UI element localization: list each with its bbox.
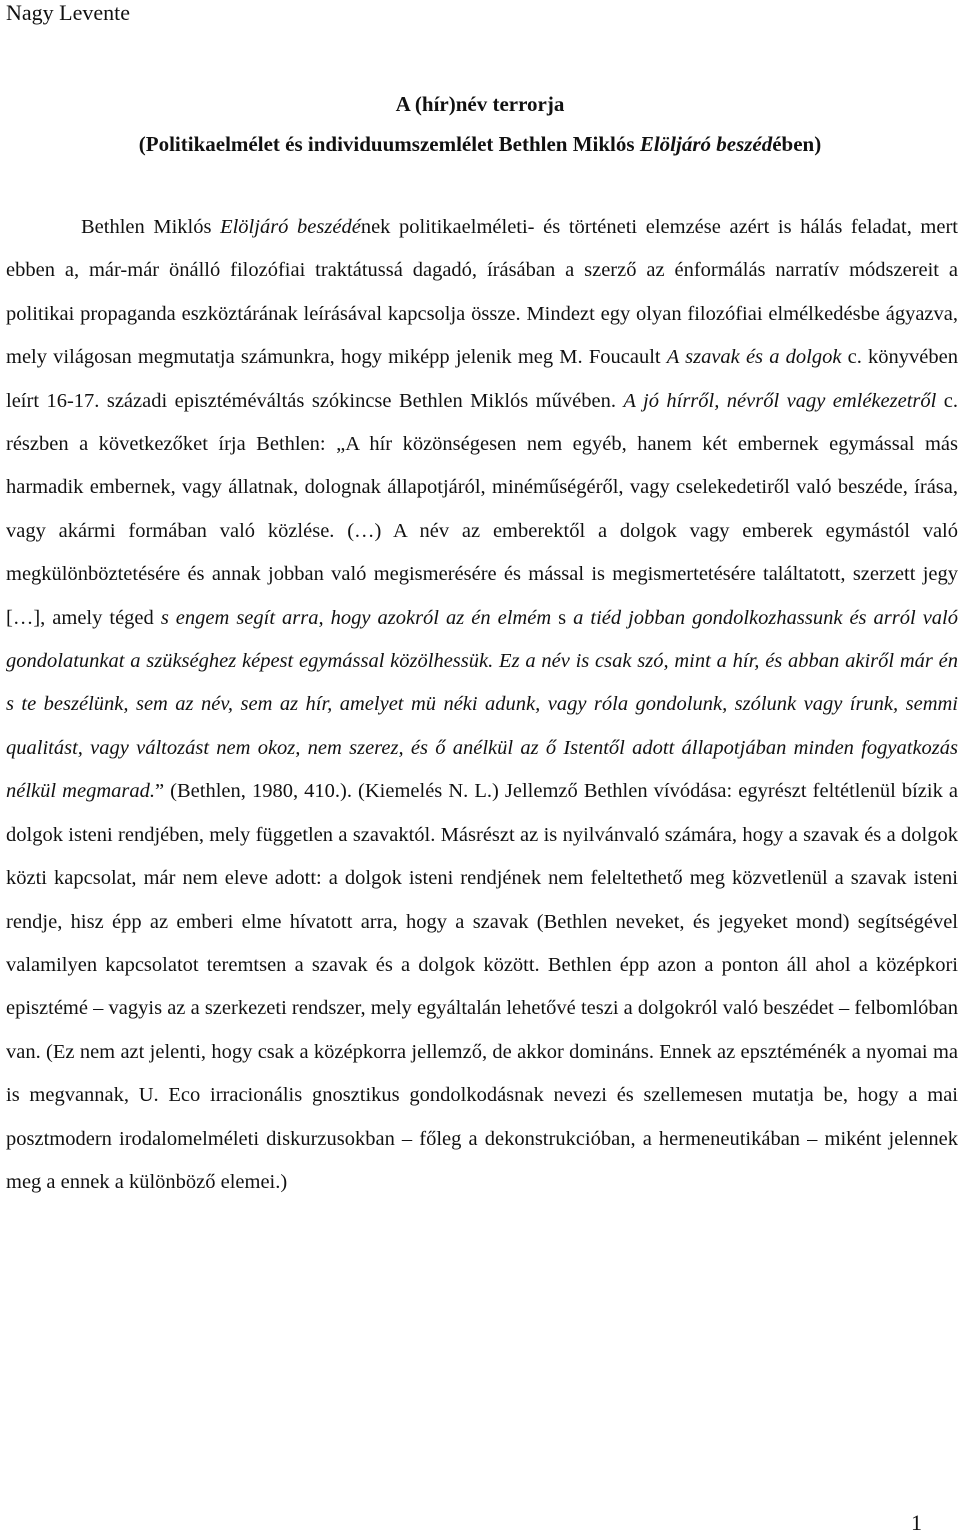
- italic-run: s engem segít arra, hogy azokról az én elmém: [160, 606, 552, 629]
- italic-run: A jó hírről, névről vagy emlékezetről: [623, 389, 937, 412]
- text-run: ” (Bethlen, 1980, 410.). (Kiemelés N. L.) Jellemző Bethlen vívódása: egyrészt feltétlenül bízik a dolgok isteni rendjében, mely független a szavaktól. Másrészt az is nyilvánvaló számára, hogy a szavak és a dolgok közti kapcsolat, már nem eleve adott: a dolgok isteni rendjének nem feleltethető meg közvetlenül a szavak isteni rendje, hisz épp az emberi elme hívatott arra, hogy a szavak (Bethlen neveket, és jegyeket mond) segítségével valamilyen kapcsolatot teremtsen a szavak és a dolgok között. Bethlen épp azon a ponton áll ahol a középkori episztémé – vagyis az a szerkezeti rendszer, mely egyáltalán lehetővé teszi a dolgokról való beszédet – felbomlóban van. (Ez nem azt jelenti, hogy csak a középkorra jellemző, de akkor domináns. Ennek az epsztéménék a nyomai ma is megvannak, U. Eco irracionális gnosztikus gondolkodásnak nevezi és szellemesen mutatja be, hogy a mai posztmodern irodalomelméleti diskurzusokban – főleg a dekonstrukcióban, a hermeneutikában – miként jelennek meg a ennek a különböző elemei.): [6, 780, 958, 1193]
- subtitle-italic: Elöljáró beszéd: [639, 132, 773, 156]
- subtitle-part: (Politikaelmélet és individuumszemlélet Bethlen Miklós: [138, 132, 640, 156]
- author-name: Nagy Levente: [6, 0, 130, 25]
- text-run: c. könyvében leírt 16-17. századi episztéméváltás szókincse Bethlen Miklós művében.: [6, 346, 958, 412]
- page-subtitle: [0, 124, 960, 164]
- text-run: Bethlen Miklós: [81, 216, 221, 238]
- text-run: s: [551, 606, 574, 629]
- italic-run: a tiéd jobban gondolkozhassunk és arról való gondolatunkat a szükséghez képest egymással közölhessük.: [6, 606, 958, 673]
- text-run: nek politikaelméleti- és történeti elemzése azért is hálás feladat, mert ebben a, már-már önálló filozófiai traktátussá dagadó, írásában a szerző az énformálás narratív módszereit a politikai propaganda eszköztárának leírásával kapcsolja össze. Mindezt egy olyan filozófiai elmélkedésbe ágyazva, mely világosan megmutatja számunkra, hogy miképp jelenik meg M. Foucault: [6, 216, 959, 369]
- page-title: A (hír)név terrorja: [395, 92, 565, 116]
- italic-run: Elöljáró beszédé: [220, 216, 361, 238]
- title-block: [0, 84, 960, 164]
- italic-run: Ez a név is csak szó, mint a hír, és abban akiről már én s te beszélünk, sem az név, sem az hír, amelyet mü néki adunk, vagy róla gondolunk, szólunk vagy írunk, semmi qualitást, vagy változást nem okoz, nem szerez, és ő anélkül az ő Istentől adott állapotjában minden fogyatkozás nélkül megmarad.: [6, 650, 959, 803]
- italic-run: A szavak és a dolgok: [666, 346, 842, 369]
- text-run: c. részben a következőket írja Bethlen: „A hír közönségesen nem egyéb, hanem két embernek egymással más harmadik embernek, vagy állatnak, dolognak állapotjáról, minéműségéről, vagy cselekedetiről való beszéde, írása, vagy akármi formában való közlése. (…) A név az emberektől a dolgok vagy emberek egymástól való megkülönböztetésére és annak jobban való megismerésére és mással is megismertetésére találtatott, szerzett jegy […], amely téged: [6, 389, 959, 629]
- subtitle-part: ében): [772, 132, 822, 156]
- page-number: 1: [911, 1510, 922, 1535]
- body-paragraph: [6, 206, 958, 1204]
